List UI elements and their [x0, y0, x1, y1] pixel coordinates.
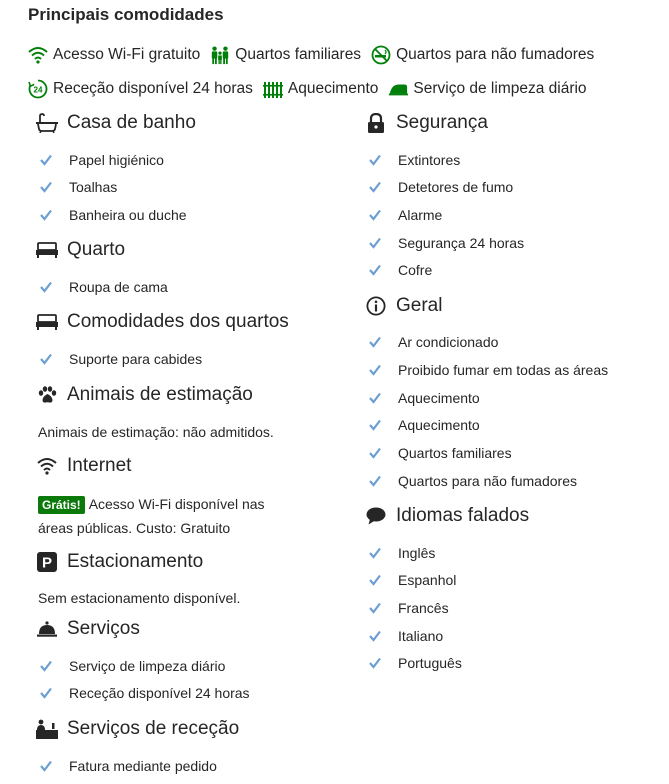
facility-label: Quartos familiares	[235, 46, 362, 63]
check-icon	[40, 687, 52, 699]
check-icon	[369, 237, 381, 249]
free-badge: Grátis!	[38, 496, 85, 514]
check-icon	[40, 181, 52, 193]
section-heading-security	[365, 112, 488, 134]
parking-icon	[36, 551, 58, 573]
no-smoking-icon	[371, 45, 391, 65]
list-item: Aquecimento	[369, 390, 480, 406]
check-icon	[369, 475, 381, 487]
facility-label: Receção disponível 24 horas	[53, 80, 253, 97]
bed-icon	[36, 311, 58, 333]
check-icon	[369, 264, 381, 276]
heading-text: Geral	[396, 295, 443, 316]
list-item: Suporte para cabides	[40, 351, 202, 367]
section-heading-room-amenities	[36, 311, 289, 333]
list-item: Fatura mediante pedido	[40, 758, 217, 774]
heading-text: Idiomas falados	[396, 505, 530, 526]
list-item: Alarme	[369, 207, 442, 223]
list-item: Receção disponível 24 horas	[40, 685, 250, 701]
list-item: Italiano	[369, 628, 443, 644]
list-item: Proibido fumar em todas as áreas	[369, 362, 608, 378]
heading-text: Estacionamento	[67, 551, 204, 572]
internet-text-line1: Grátis! Acesso Wi-Fi disponível nas	[38, 492, 265, 517]
list-item: Ar condicionado	[369, 334, 498, 350]
check-icon	[369, 447, 381, 459]
facility-wifi	[28, 45, 200, 65]
facility-daily-cleaning	[388, 79, 586, 99]
check-icon	[40, 353, 52, 365]
facility-heating	[263, 79, 378, 99]
facility-label: Serviço de limpeza diário	[413, 80, 587, 97]
heading-text: Animais de estimação	[67, 384, 253, 405]
section-heading-bedroom	[36, 239, 125, 261]
info-icon	[365, 295, 387, 317]
section-heading-languages	[365, 505, 529, 527]
facility-label: Quartos para não fumadores	[396, 46, 595, 63]
check-icon	[369, 630, 381, 642]
facilities-row-2	[28, 79, 597, 99]
list-item: Espanhol	[369, 572, 456, 588]
facility-non-smoking	[371, 45, 594, 65]
bathtub-icon	[36, 112, 58, 134]
page-title: Principais comodidades	[28, 5, 224, 24]
list-item: Quartos familiares	[369, 445, 512, 461]
check-icon	[369, 181, 381, 193]
check-icon	[369, 657, 381, 669]
list-item: Inglês	[369, 545, 435, 561]
lock-icon	[365, 112, 387, 134]
svg-text:P: P	[41, 554, 53, 572]
section-heading-bathroom	[36, 112, 196, 134]
section-heading-reception	[36, 718, 239, 740]
check-icon	[369, 602, 381, 614]
facility-label: Acesso Wi-Fi gratuito	[53, 46, 201, 63]
service-bell-icon	[36, 618, 58, 640]
list-item: Quartos para não fumadores	[369, 473, 577, 489]
facility-family-rooms	[210, 45, 361, 65]
check-icon	[40, 281, 52, 293]
list-item: Aquecimento	[369, 417, 480, 433]
section-heading-general	[365, 295, 442, 317]
wifi-icon	[36, 455, 58, 477]
check-icon	[369, 154, 381, 166]
heading-text: Serviços de receção	[67, 718, 240, 739]
section-heading-pets	[36, 384, 253, 406]
heading-text: Casa de banho	[67, 112, 196, 133]
list-item: Detetores de fumo	[369, 179, 513, 195]
list-item: Serviço de limpeza diário	[40, 658, 225, 674]
check-icon	[40, 209, 52, 221]
check-icon	[40, 154, 52, 166]
bed-icon	[36, 239, 58, 261]
list-item: Francês	[369, 600, 449, 616]
24h-icon	[28, 79, 48, 99]
list-item: Português	[369, 655, 462, 671]
list-item: Cofre	[369, 262, 432, 278]
check-icon	[369, 336, 381, 348]
facilities-row-1	[28, 45, 604, 65]
list-item: Segurança 24 horas	[369, 235, 524, 251]
reception-desk-icon	[36, 718, 58, 740]
list-item: Roupa de cama	[40, 279, 168, 295]
parking-text: Sem estacionamento disponível.	[38, 590, 241, 606]
check-icon	[369, 547, 381, 559]
check-icon	[369, 392, 381, 404]
family-icon	[210, 45, 230, 65]
list-item: Papel higiénico	[40, 152, 164, 168]
heading-text: Comodidades dos quartos	[67, 311, 289, 332]
svg-text:24: 24	[33, 85, 43, 95]
heading-text: Internet	[67, 455, 132, 476]
list-item: Toalhas	[40, 179, 117, 195]
section-heading-internet	[36, 455, 131, 477]
facility-24h-reception	[28, 79, 253, 99]
paw-icon	[36, 384, 58, 406]
speech-bubble-icon	[365, 505, 387, 527]
check-icon	[40, 660, 52, 672]
section-heading-services	[36, 618, 140, 640]
check-icon	[369, 209, 381, 221]
section-heading-parking	[36, 551, 203, 573]
check-icon	[40, 760, 52, 772]
pets-text: Animais de estimação: não admitidos.	[38, 424, 274, 440]
heater-icon	[263, 79, 283, 99]
facility-label: Aquecimento	[287, 80, 379, 97]
internet-text-line2: áreas públicas. Custo: Gratuito	[38, 520, 231, 536]
heading-text: Serviços	[67, 618, 140, 639]
check-icon	[369, 364, 381, 376]
iron-icon	[388, 79, 408, 99]
list-item: Extintores	[369, 152, 460, 168]
heading-text: Quarto	[67, 239, 126, 260]
check-icon	[369, 574, 381, 586]
heading-text: Segurança	[396, 112, 488, 133]
wifi-icon	[28, 45, 48, 65]
list-item: Banheira ou duche	[40, 207, 187, 223]
check-icon	[369, 419, 381, 431]
